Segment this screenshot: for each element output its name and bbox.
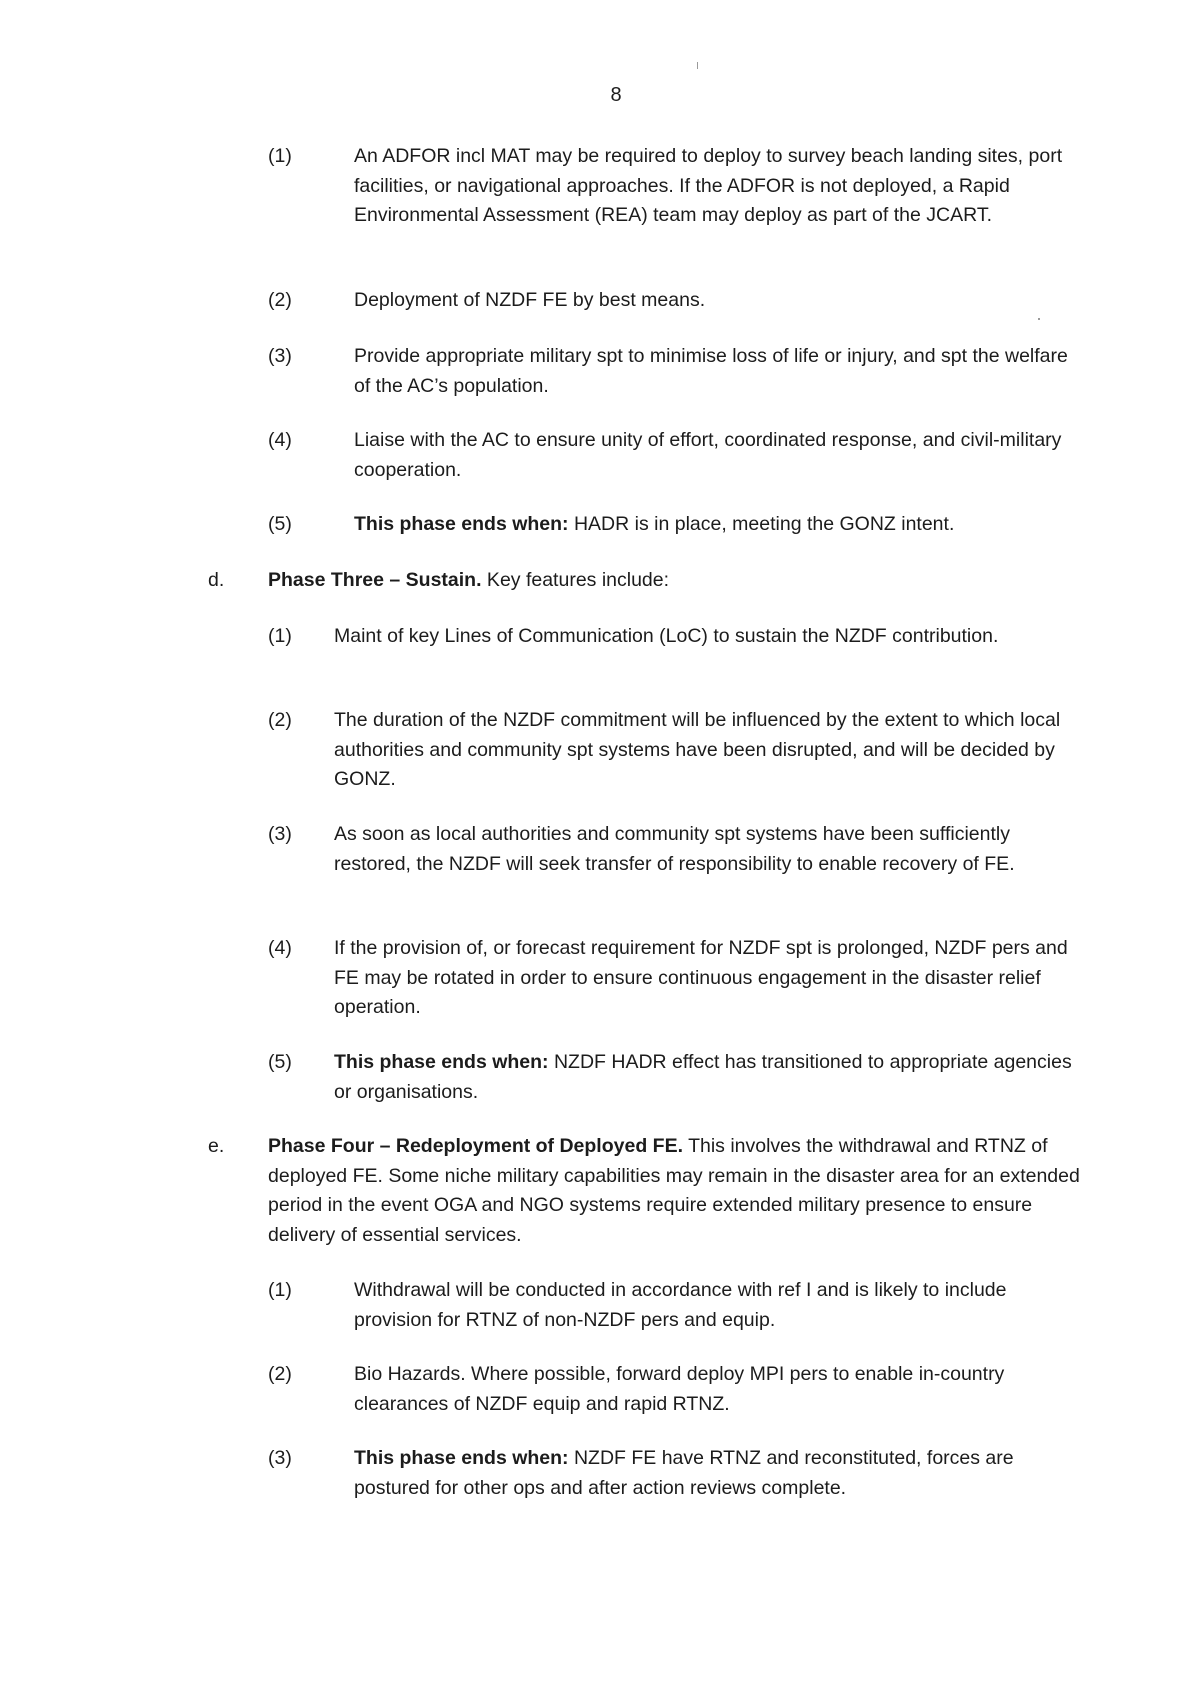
phase-end-text: NZDF FE have RTNZ and reconstituted, forces are postured for other ops and after action reviews complete. xyxy=(354,1447,1014,1499)
item-text xyxy=(354,510,1084,540)
item-text: Bio Hazards. Where possible, forward deploy MPI pers to enable in-country clearances of NZDF equip and rapid RTNZ. xyxy=(354,1363,1005,1415)
item-text: If the provision of, or forecast requirement for NZDF spt is prolonged, NZDF pers and FE may be rotated in order to ensure continuous engagement in the disaster relief operation. xyxy=(334,937,1068,1018)
phase-end-label: This phase ends when: xyxy=(354,1447,569,1469)
list-item xyxy=(0,342,1191,402)
section-heading-phase-four xyxy=(0,1132,1191,1252)
item-number: (4) xyxy=(268,429,292,451)
scan-mark xyxy=(697,62,698,69)
section-text xyxy=(268,1132,1088,1250)
list-item xyxy=(0,820,1191,910)
list-item xyxy=(0,286,1191,318)
scan-mark xyxy=(1038,318,1040,320)
item-number: (5) xyxy=(268,513,292,535)
item-number: (1) xyxy=(268,625,292,647)
item-number: (3) xyxy=(268,345,292,367)
phase-end-label: This phase ends when: xyxy=(354,513,569,535)
item-number: (1) xyxy=(268,1279,292,1301)
list-item xyxy=(0,142,1191,262)
list-item xyxy=(0,1360,1191,1420)
list-item xyxy=(0,622,1191,682)
item-text: An ADFOR incl MAT may be required to deploy to survey beach landing sites, port facilities, or navigational approaches. If the ADFOR is not deployed, a Rapid Environmental Assessment (REA) team may deploy as part of the JCART. xyxy=(354,145,1063,226)
item-number: (3) xyxy=(268,1447,292,1469)
item-number: (3) xyxy=(268,823,292,845)
section-heading-phase-three xyxy=(0,566,1191,598)
list-item xyxy=(0,1276,1191,1336)
section-letter: e. xyxy=(208,1135,225,1157)
section-title: Phase Three – Sustain. xyxy=(268,569,482,591)
section-title: Phase Four – Redeployment of Deployed FE. xyxy=(268,1135,683,1157)
page-number: 8 xyxy=(610,84,622,106)
item-text: Provide appropriate military spt to minimise loss of life or injury, and spt the welfare of the AC’s population. xyxy=(354,345,1068,397)
item-number: (4) xyxy=(268,937,292,959)
list-item xyxy=(0,510,1191,542)
item-text: Withdrawal will be conducted in accordance with ref I and is likely to include provision for RTNZ of non-NZDF pers and equip. xyxy=(354,1279,1007,1331)
section-text xyxy=(268,566,1088,596)
item-text xyxy=(354,1444,1084,1503)
phase-end-text: HADR is in place, meeting the GONZ intent. xyxy=(568,513,955,535)
list-item xyxy=(0,934,1191,1024)
item-text xyxy=(334,1048,1086,1107)
item-number: (2) xyxy=(268,1363,292,1385)
list-item xyxy=(0,1444,1191,1504)
section-intro: This involves the withdrawal and RTNZ of deployed FE. Some niche military capabilities may remain in the disaster area for an extended period in the event OGA and NGO systems require extended military presence to ensure delivery of essential services. xyxy=(268,1135,1080,1246)
item-text: The duration of the NZDF commitment will be influenced by the extent to which local authorities and community spt systems have been disrupted, and will be decided by GONZ. xyxy=(334,709,1061,790)
item-number: (2) xyxy=(268,709,292,731)
phase-end-text: NZDF HADR effect has transitioned to appropriate agencies or organisations. xyxy=(334,1051,1072,1103)
phase-end-label: This phase ends when: xyxy=(334,1051,549,1073)
item-number: (2) xyxy=(268,289,292,311)
item-text: Liaise with the AC to ensure unity of effort, coordinated response, and civil-military cooperation. xyxy=(354,429,1062,481)
section-letter: d. xyxy=(208,569,225,591)
section-intro: Key features include: xyxy=(481,569,670,591)
item-number: (1) xyxy=(268,145,292,167)
item-text: As soon as local authorities and community spt systems have been sufficiently restored, the NZDF will seek transfer of responsibility to enable recovery of FE. xyxy=(334,823,1015,875)
item-text: Deployment of NZDF FE by best means. xyxy=(354,289,706,311)
list-item xyxy=(0,706,1191,796)
item-number: (5) xyxy=(268,1051,292,1073)
list-item xyxy=(0,1048,1191,1108)
item-text: Maint of key Lines of Communication (LoC) to sustain the NZDF contribution. xyxy=(334,625,999,647)
list-item xyxy=(0,426,1191,486)
